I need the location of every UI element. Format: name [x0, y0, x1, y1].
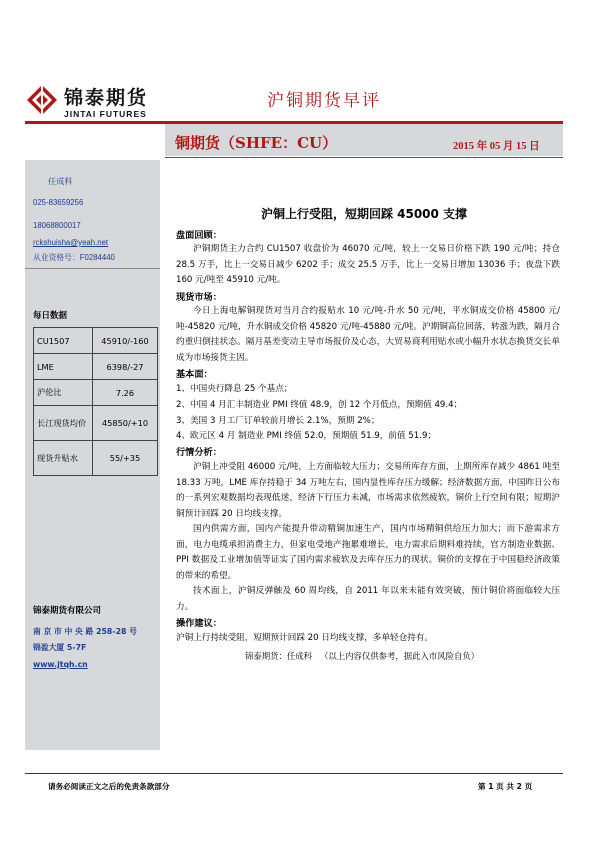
data-label: 长江现货均价 [34, 406, 93, 441]
company-full-name: 锦泰期货有限公司 [33, 606, 102, 616]
section-title-spot: 现货市场： [176, 292, 222, 303]
section-title-advice: 操作建议： [176, 618, 222, 629]
table-row [34, 406, 158, 441]
fundamental-item: 2、中国 4 月汇丰制造业 PMI 终值 48.9，创 12 个月低点，预期值 49.4； [176, 400, 463, 410]
fundamental-item: 3、美国 3 月工厂订单较前月增长 2.1%，预期 2%； [176, 416, 380, 426]
report-date: 2015 年 05 月 15 日 [453, 141, 540, 152]
daily-data-title: 每日数据 [33, 311, 68, 321]
fundamental-item: 4、欧元区 4 月 制造业 PMI 终值 52.0，预期值 51.9，前值 51.9； [176, 431, 437, 441]
data-label: 沪伦比 [34, 380, 93, 406]
company-name-en: JINTAI FUTURES [64, 109, 147, 119]
data-value: 55/+35 [93, 441, 158, 476]
table-row [34, 354, 158, 380]
analysis-paragraph-1: 沪铜上冲受阻 46000 元/吨，上方面临较大压力；交易所库存方面，上期所库存减少 4861 吨至 18.33 万吨，LME 库存持稳于 34 万吨左右，国内显性库存压力缓解；经济数据方面，中国昨日公布的一系列宏观数据均表现低迷，经济下行压力未减，市场需求依然疲软，铜价上行空间有限；短期沪铜预计回踩 20 日均线支撑。 [176, 462, 560, 519]
section-title-analysis: 行情分析： [176, 447, 222, 458]
company-address-2: 锦盈大厦 5-7F [33, 643, 87, 652]
section-title-review: 盘面回顾： [176, 230, 222, 241]
analyst-phone-2: 18068800017 [33, 221, 81, 230]
data-value: 45850/+10 [93, 406, 158, 441]
analyst-name: 任成科 [48, 177, 73, 186]
spot-paragraph: 今日上海电解铜现货对当月合约报贴水 10 元/吨-升水 50 元/吨，平水铜成交价格 45800 元/吨-45820 元/吨，升水铜成交价格 45820 元/吨-45880 元/吨。沪期铜高位回落，转涨为跌，隔月合约重归倒挂状态。隔月基差变动主导市场报价及心态，大贸易商利用贴水或小幅升水状态换货交长单成为市场接货主因。 [176, 306, 560, 363]
page-number: 第 1 页 共 2 页 [478, 782, 533, 791]
data-value: 7.26 [93, 380, 158, 406]
data-value: 6398/-27 [93, 354, 158, 380]
analysis-paragraph-2: 国内供需方面，国内产能提升带动精铜加速生产，国内市场精铜供给压力加大；而下游需求方面，电力电缆承担消费主力，但家电受地产拖累难增长，电力需求后期料难持续，官方制造业数据、PPI 数据及工业增加值等证实了国内需求疲软及去库存压力的现状。铜价的支撑在于中国稳经济政策的带来的希望。 [176, 524, 560, 581]
header-underline [165, 157, 563, 158]
footer-divider [25, 773, 563, 774]
company-website-link[interactable]: www.jtqh.cn [33, 660, 88, 669]
commodity-title: 铜期货（SHFE：CU） [175, 134, 338, 152]
headline: 沪铜上行受阻，短期回踩 45000 支撑 [260, 207, 468, 221]
signature: 锦泰期货：任成科 （以上内容仅供参考，据此入市风险自负） [245, 651, 480, 661]
analyst-phone-1: 025-83659256 [33, 198, 84, 207]
table-row [34, 328, 158, 354]
report-title: 沪铜期货早评 [267, 91, 381, 111]
company-name-cn: 锦泰期货 [64, 87, 149, 109]
section-title-fundamentals: 基本面： [176, 369, 213, 380]
data-label: 现货升贴水 [34, 441, 93, 476]
company-address-1: 南 京 市 中 央 路 258-28 号 [33, 627, 137, 636]
table-row [34, 441, 158, 476]
fundamental-item: 1、中国央行降息 25 个基点； [176, 384, 293, 394]
analysis-paragraph-3: 技术面上，沪铜反弹触及 60 周均线，自 2011 年以来未能有效突破，预计铜价将面临较大压力。 [176, 586, 560, 612]
analyst-email-link[interactable]: rckshuisha@yeah.net [33, 238, 109, 247]
footer-disclaimer: 请务必阅读正文之后的免责条款部分 [48, 782, 170, 791]
analyst-license: 从业资格号：F0284440 [33, 253, 115, 262]
review-paragraph: 沪铜期货主力合约 CU1507 收盘价为 46070 元/吨，较上一交易日价格下跌 190 元/吨；持仓 28.5 万手，比上一交易日减少 6202 手；成交 25.5 万手，比上一交易日增加 13036 手；夜盘下跌 160 元/吨至 45910 元/吨。 [176, 244, 560, 286]
data-label: CU1507 [34, 328, 93, 354]
table-row [34, 380, 158, 406]
logo-diamond-icon [26, 84, 58, 116]
data-label: LME [34, 354, 93, 380]
sidebar-divider [25, 268, 160, 269]
data-value: 45910/-160 [93, 328, 158, 354]
advice-text: 沪铜上行持续受阻，短期预计回踩 20 日均线支撑，多单轻仓持有。 [176, 633, 434, 643]
daily-data-table [33, 327, 158, 476]
